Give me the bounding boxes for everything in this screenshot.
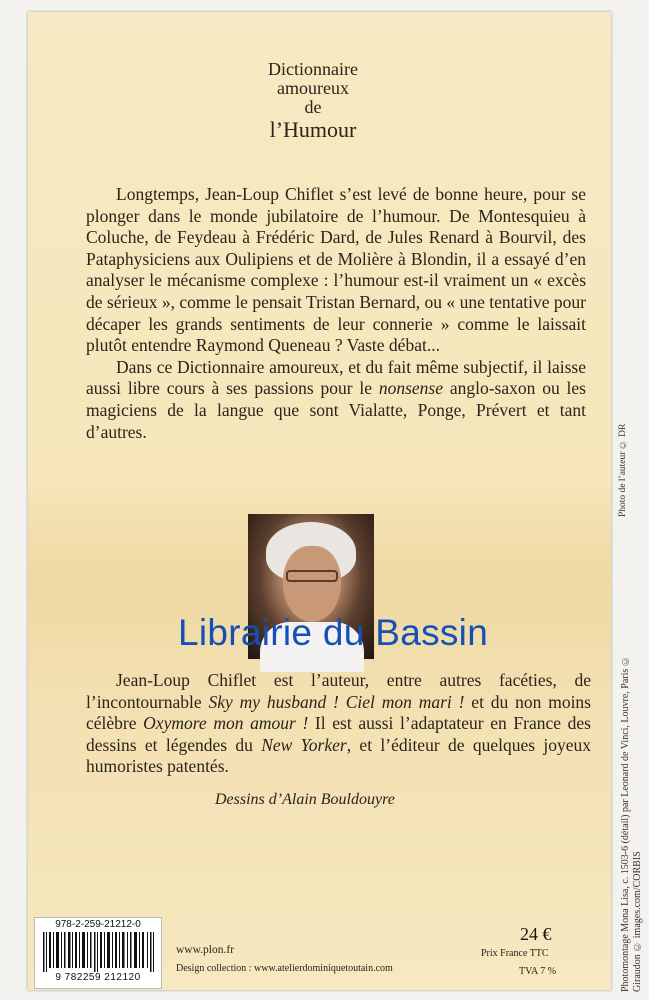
blurb-paragraph-1: Longtemps, Jean-Loup Chiflet s’est levé de bonne heure, pour se plonger dans le monde jubilatoire de l’humour. De Montesquieu à Coluche, de Feydeau à Frédéric Dard, de Jules Renard à Bourvil, des Pataphysiciens aux Oulipiens et de Molière à Blondin, il a essayé d’en analyser le mécanisme complexe : l’humour est-il vraiment un « excès de sérieux », comme le pensait Tristan Bernard, ou « une tentative pour décaper les grands sentiments de leur connerie » comme le laissait plutôt entendre Raymond Queneau ? Vaste débat... [86,184,586,356]
tva-label: TVA 7 % [519,966,557,977]
price-label: Prix France TTC [481,948,549,959]
blurb-p2-text: Dans ce Dictionnaire amoureux, et du fait même subjectif, il laisse aussi libre cours à ses passions pour le [86,356,586,399]
isbn-number: 978-2-259-21212-0 [55,919,141,930]
title-line-2: amoureux [277,78,349,98]
blurb-p2-italic: nonsense [378,378,443,399]
design-credit: Design collection : www.atelierdominiquetoutain.com [176,963,393,974]
title-line-4: l’Humour [269,117,357,142]
bio-italic-2: Oxymore mon amour ! [143,713,309,734]
bookstore-watermark: Librairie du Bassin [178,612,489,653]
title-line-1: Dictionnaire [268,59,358,79]
bio-text-3: Il est aussi l’adaptateur en France des dessins et légendes du [86,713,591,755]
author-face [283,546,341,622]
bio-paragraph [86,670,591,778]
bio-italic-3: New Yorker [261,734,347,755]
cover-image-credit: Photomontage Mona Lisa, c. 1503-6 (détail) par Leonard de Vinci, Louvre, Paris © Giraudon © images.com/CORBIS [620,655,643,992]
photo-credit: Photo de l’auteur © DR [618,423,628,517]
drawings-credit: Dessins d’Alain Bouldouyre [215,791,395,808]
price: 24 € [520,924,552,944]
barcode-digits: 9 782259 212120 [55,972,141,983]
bio-italic-1: Sky my husband ! Ciel mon mari ! [208,691,465,712]
title-line-3: de [304,97,322,117]
blurb-paragraph-2 [86,357,586,443]
bio-text-1: Jean-Loup Chiflet est l’auteur, entre autres facéties, de l’incontournable [86,670,591,712]
bio-text-4: , et l’éditeur de quelques joyeux humoristes patentés. [86,734,591,777]
barcode-bars [43,932,155,972]
blurb-text [86,184,586,443]
book-title [238,60,388,143]
blurb-p2-text-end: anglo-saxon ou les magiciens de la langue que sont Vialatte, Ponge, Prévert et tant d’autres. [86,378,586,442]
author-bio [86,670,591,778]
bio-text-2: et du non moins célèbre [86,691,591,734]
isbn-barcode [34,917,162,989]
book-back-cover [28,12,643,992]
author-glasses [286,570,338,582]
publisher-website: www.plon.fr [176,944,235,956]
